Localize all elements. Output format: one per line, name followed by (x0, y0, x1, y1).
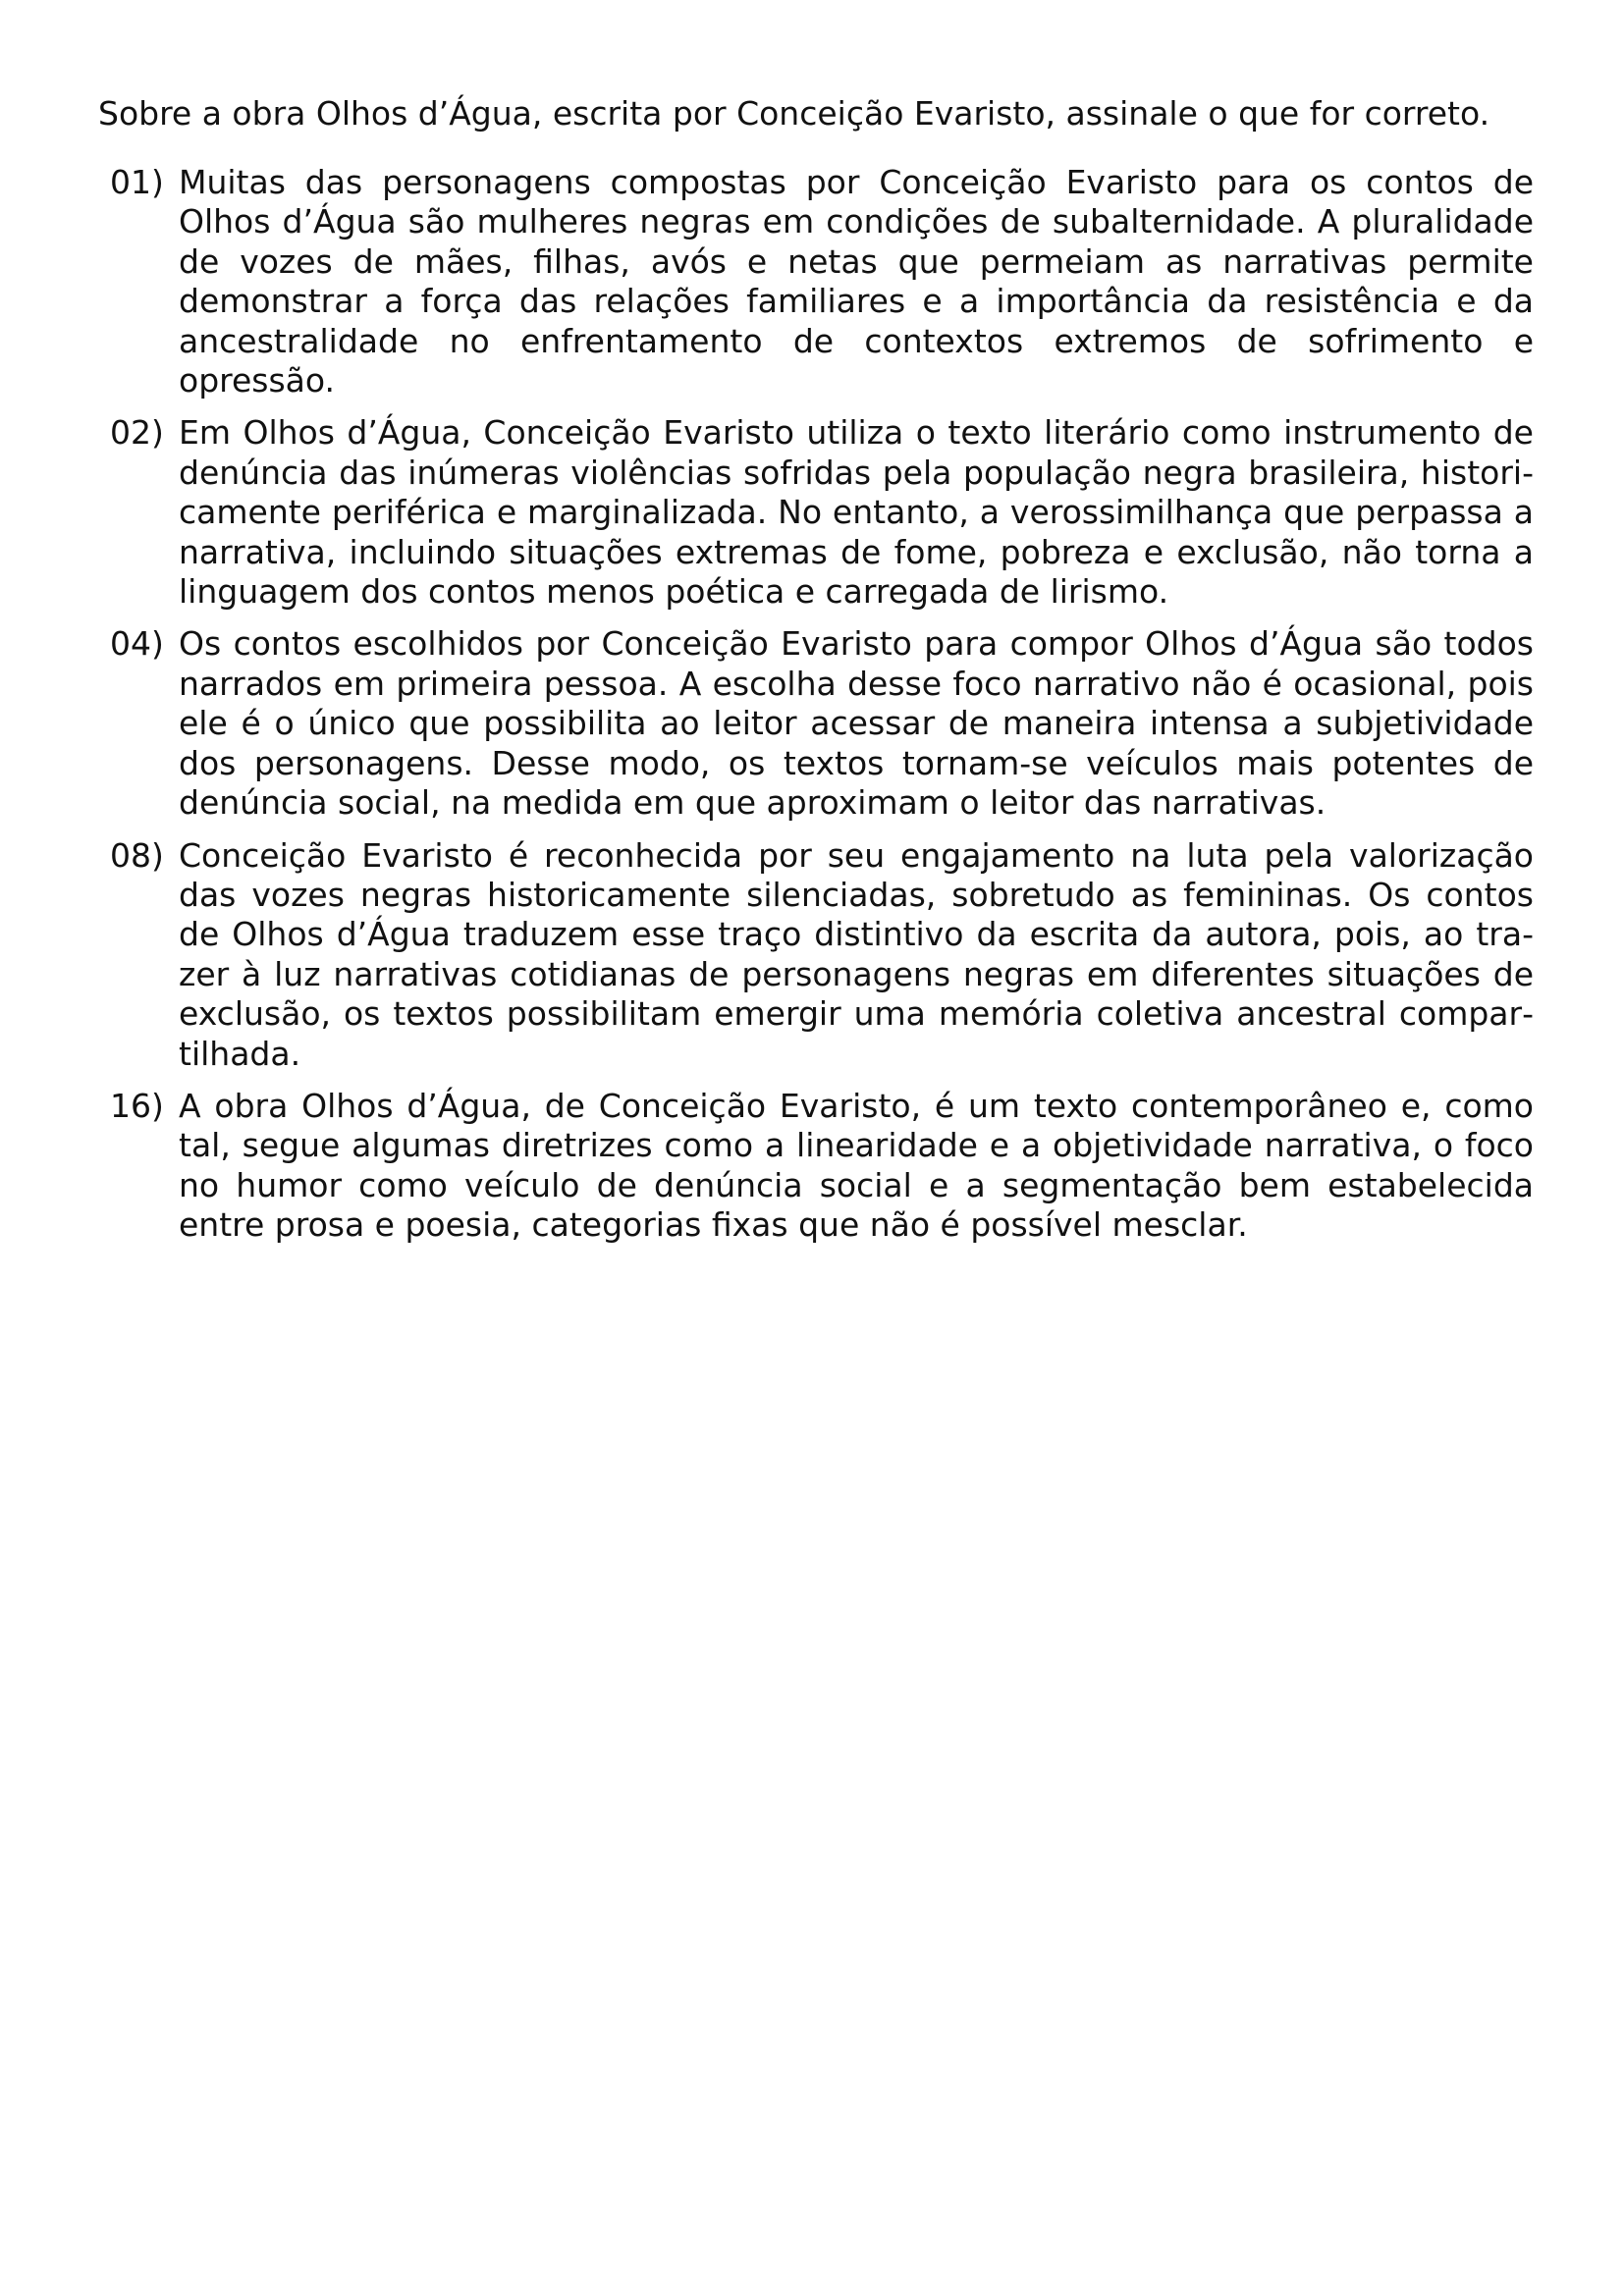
option-16 (98, 1087, 1534, 1246)
option-08 (98, 836, 1534, 1074)
options-list (98, 163, 1534, 1246)
option-number: 02) (110, 413, 164, 453)
option-number: 08) (110, 835, 164, 875)
document-page (98, 94, 1534, 1258)
option-01 (98, 163, 1534, 400)
option-02 (98, 413, 1534, 612)
question-stem: Sobre a obra Olhos d’Água, escrita por Conceição Evaristo, assinale o que for correto. (98, 94, 1490, 133)
option-number: 16) (110, 1086, 164, 1125)
option-text: Conceição Evaristo é reconhecida por seu engajamento na luta pela valorização das vozes negras historicamente silenciadas, sobretudo as femininas. Os contos de Olhos d’Água traduzem esse traço distintivo da escrita da autora, pois, ao trazer à luz narrativas cotidianas de personagens negras em diferentes situações de exclusão, os textos possibilitam emergir uma memória coletiva ancestral compartilhada. (179, 835, 1534, 1073)
option-04 (98, 624, 1534, 823)
option-text: A obra Olhos d’Água, de Conceição Evaristo, é um texto contemporâneo e, como tal, segue algumas diretrizes como a linearidade e a objetividade narrativa, o foco no humor como veículo de denúncia social e a segmentação bem estabelecida entre prosa e poesia, categorias fixas que não é possível mesclar. (179, 1086, 1534, 1245)
option-number: 04) (110, 624, 164, 664)
option-text: Os contos escolhidos por Conceição Evaristo para compor Olhos d’Água são todos narrados em primeira pessoa. A escolha desse foco narrativo não é ocasional, pois ele é o único que possibilita ao leitor acessar de maneira intensa a subjetividade dos personagens. Desse modo, os textos tornam-se veículos mais potentes de denúncia social, na medida em que aproximam o leitor das narrativas. (179, 624, 1534, 823)
option-number: 01) (110, 163, 164, 201)
option-text: Em Olhos d’Água, Conceição Evaristo utiliza o texto literário como instrumento de denúncia das inúmeras violências sofridas pela população negra brasileira, historicamente periférica e marginalizada. No entanto, a verossimilhança que perpassa a narrativa, incluindo situações extremas de fome, pobreza e exclusão, não torna a linguagem dos contos menos poética e carregada de lirismo. (179, 413, 1534, 612)
option-text: Muitas das personagens compostas por Conceição Evaristo para os contos de Olhos d’Água são mulheres negras em condições de subalternidade. A pluralidade de vozes de mães, filhas, avós e netas que permeiam as narrativas permite demonstrar a força das relações familiares e a importância da resistência e da ancestralidade no enfrentamento de contextos extremos de sofrimento e opressão. (179, 163, 1534, 400)
